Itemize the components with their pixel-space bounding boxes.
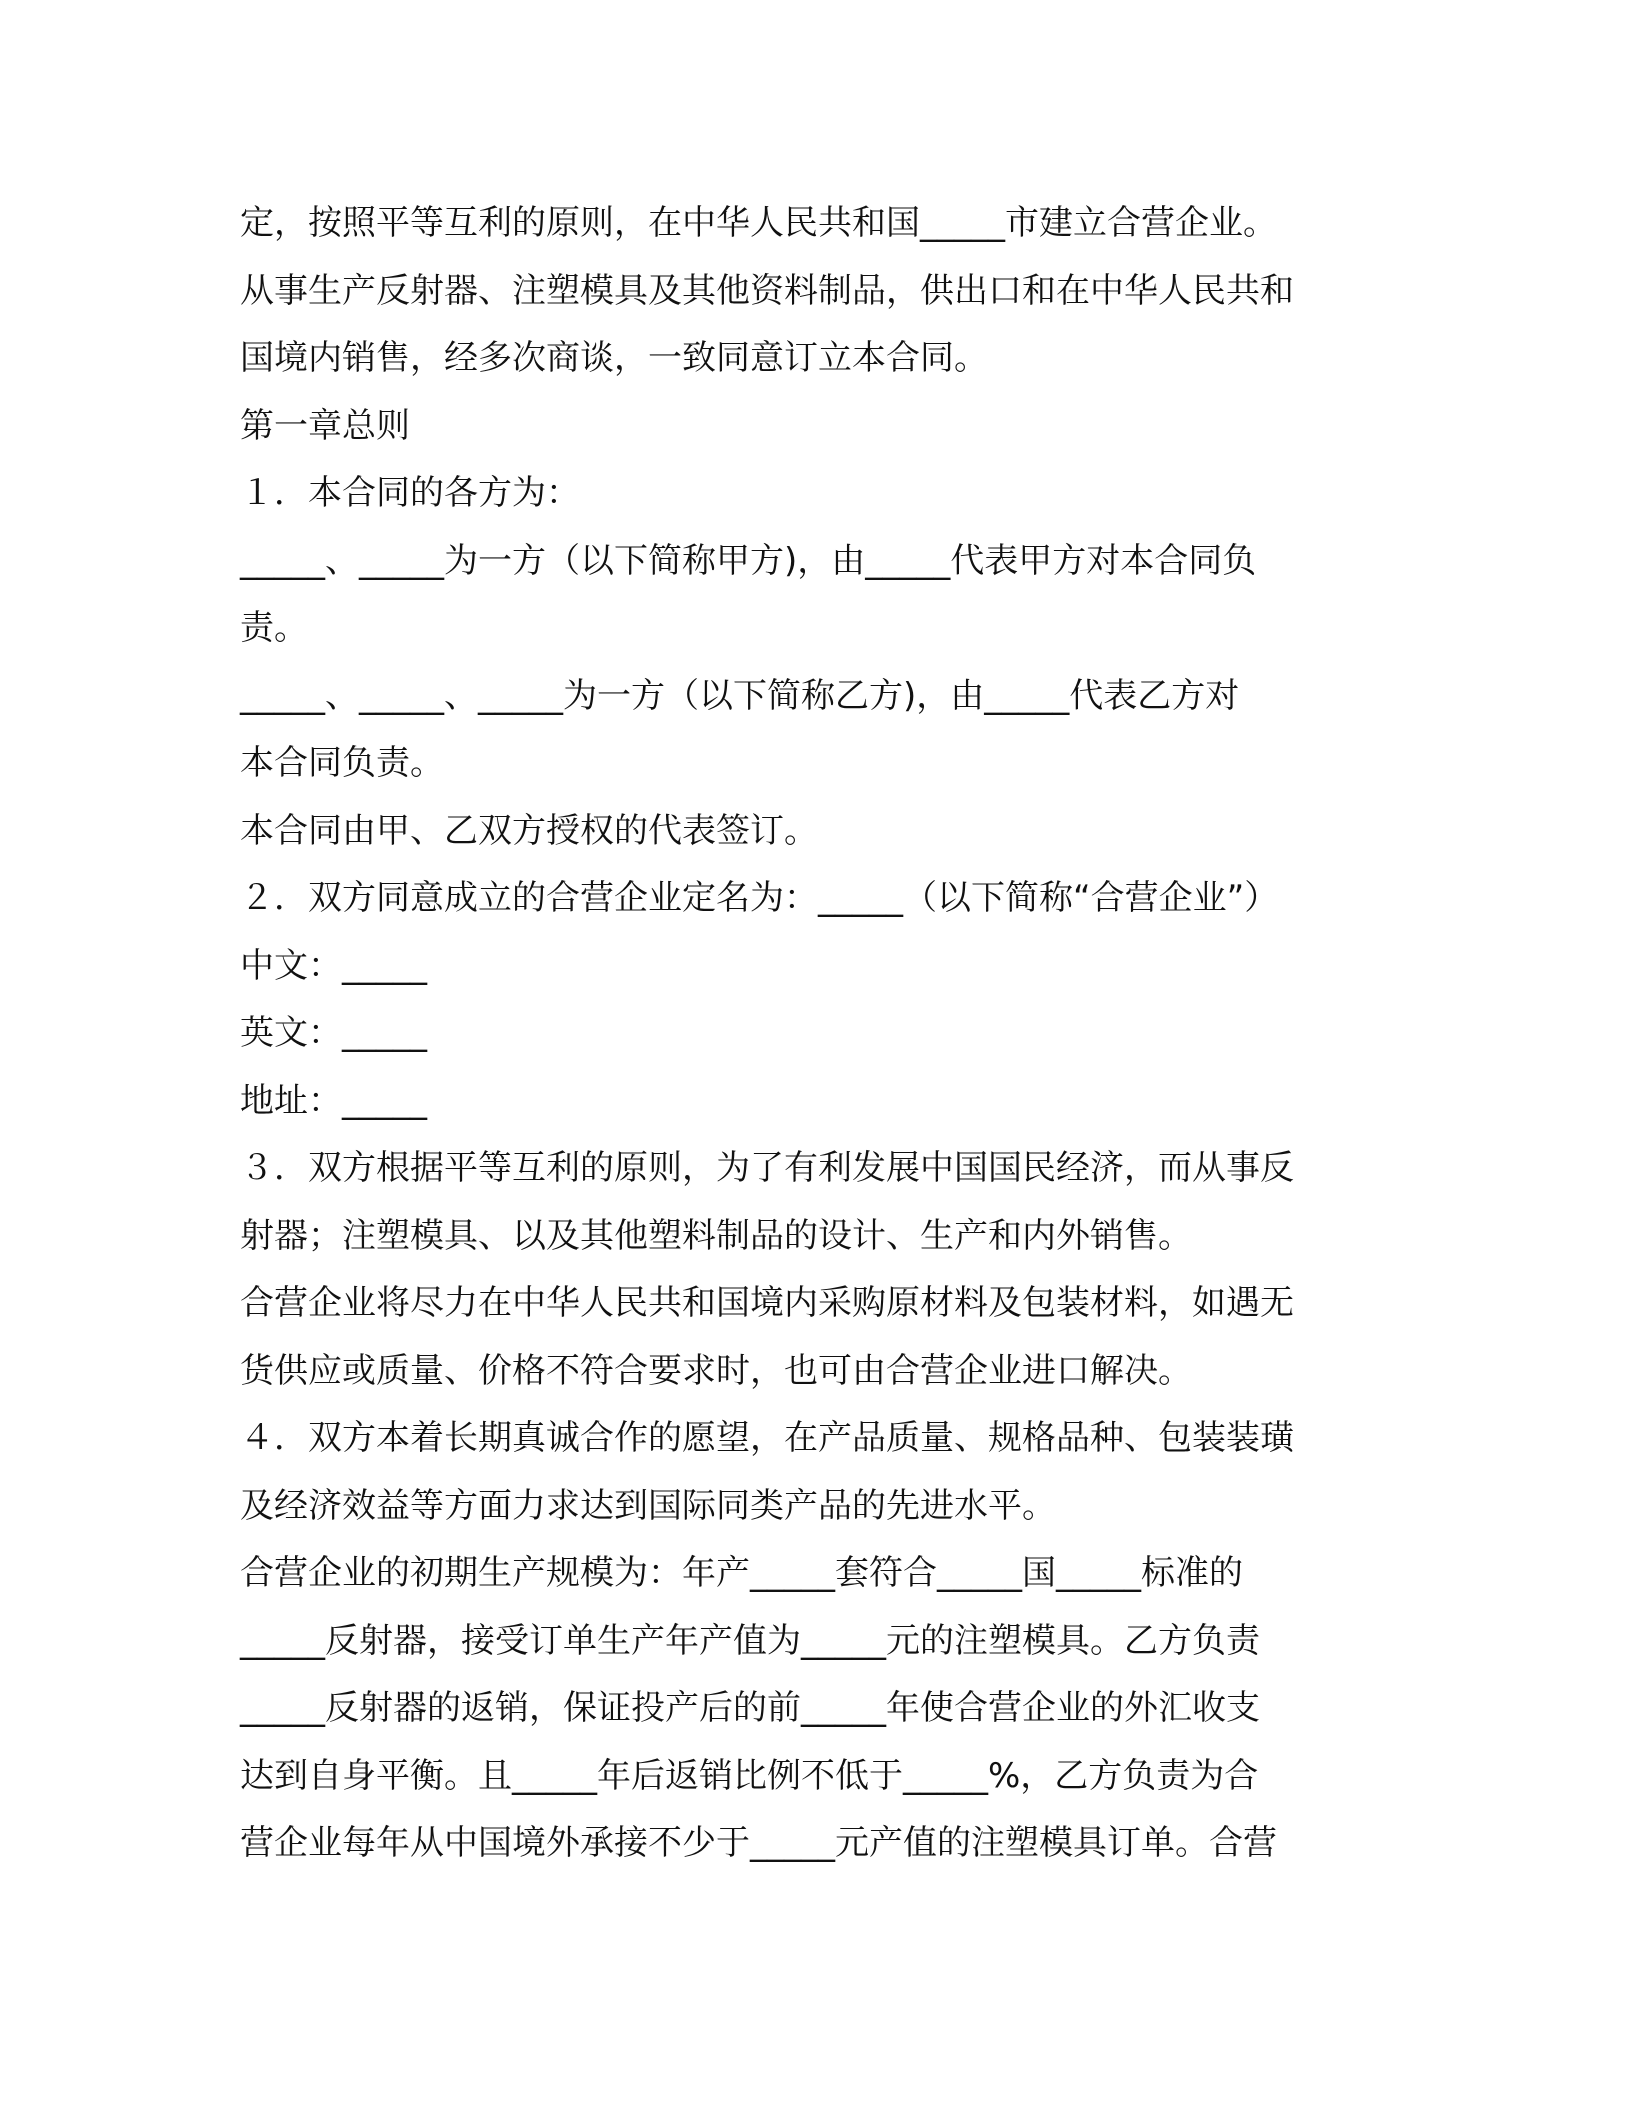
text-line: 从事生产反射器、注塑模具及其他资料制品，供出口和在中华人民共和 xyxy=(240,270,1294,311)
text-line: 射器；注塑模具、以及其他塑料制品的设计、生产和内外销售。 xyxy=(240,1215,1192,1256)
clause-3-heading: ３．双方根据平等互利的原则，为了有利发展中国国民经济，而从事反 xyxy=(240,1148,1294,1188)
text-line: 达到自身平衡。且_____年后返销比例不低于_____%，乙方负责为合 xyxy=(240,1755,1259,1796)
chapter-heading: 第一章总则 xyxy=(240,405,410,446)
text-line: 合营企业将尽力在中华人民共和国境内采购原材料及包装材料，如遇无 xyxy=(240,1283,1294,1323)
text-line: 及经济效益等方面力求达到国际同类产品的先进水平。 xyxy=(240,1485,1056,1526)
clause-1-heading: １．本合同的各方为： xyxy=(240,473,580,513)
text-line: 定，按照平等互利的原则，在中华人民共和国_____市建立合营企业。 xyxy=(240,203,1277,243)
text-line: 国境内销售，经多次商谈，一致同意订立本合同。 xyxy=(240,338,988,378)
document-body xyxy=(240,190,1400,1878)
text-line: 营企业每年从中国境外承接不少于_____元产值的注塑模具订单。合营 xyxy=(240,1823,1277,1863)
clause-2-heading: ２．双方同意成立的合营企业定名为：_____（以下简称“合营企业”） xyxy=(240,878,1279,918)
clause-4-heading: ４．双方本着长期真诚合作的愿望，在产品质量、规格品种、包装装璜 xyxy=(240,1418,1294,1458)
text-line: 货供应或质量、价格不符合要求时，也可由合营企业进口解决。 xyxy=(240,1350,1192,1391)
text-line: 本合同负责。 xyxy=(240,743,444,783)
text-line: _____、_____、_____为一方（以下简称乙方)，由_____代表乙方对 xyxy=(240,675,1240,716)
text-line: _____反射器的返销，保证投产后的前_____年使合营企业的外汇收支 xyxy=(240,1688,1260,1728)
address-line: 地址：_____ xyxy=(240,1080,427,1121)
text-line: 本合同由甲、乙双方授权的代表签订。 xyxy=(240,810,818,851)
text-line: 合营企业的初期生产规模为：年产_____套符合_____国_____标准的 xyxy=(240,1553,1243,1593)
text-line: _____、_____为一方（以下简称甲方)，由_____代表甲方对本合同负 xyxy=(240,540,1257,581)
english-name-line: 英文：_____ xyxy=(240,1013,427,1053)
text-line: 责。 xyxy=(240,608,308,648)
text-line: _____反射器，接受订单生产年产值为_____元的注塑模具。乙方负责 xyxy=(240,1620,1260,1661)
chinese-name-line: 中文：_____ xyxy=(240,945,427,986)
